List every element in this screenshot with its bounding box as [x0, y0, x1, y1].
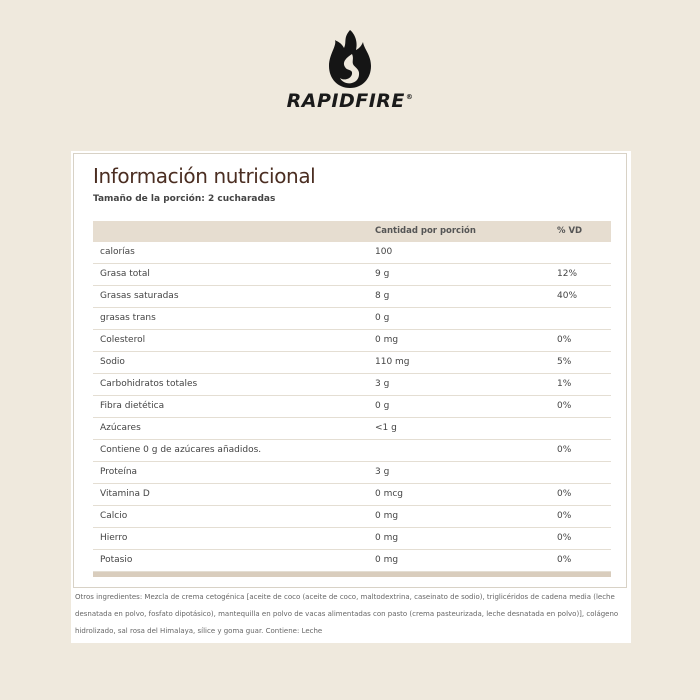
nutrient-amount: <1 g [375, 423, 397, 433]
nutrient-amount: 110 mg [375, 357, 410, 367]
flame-icon [325, 28, 375, 90]
table-row [93, 242, 611, 264]
nutrient-name: Hierro [100, 533, 128, 543]
nutrient-name: Fibra dietética [100, 401, 165, 411]
ingredients-text: Otros ingredientes: Mezcla de crema cetogénica [aceite de coco (aceite de coco, maltodextrina, caseinato de sodio), triglicéridos de cadena media (leche desnatada en polvo, fosfato dipotásico), mantequilla en polvo de vacas alimentadas con pasto (crema pasteurizada, leche desnatada en polvo)], colágeno hidrolizado, sal rosa del Himalaya, sílice y goma guar. Contiene: Leche [75, 593, 619, 635]
nutrient-dv: 1% [557, 379, 572, 389]
nutrient-amount: 100 [375, 247, 393, 257]
table-row [93, 352, 611, 374]
nutrient-dv: 0% [557, 335, 572, 345]
nutrient-name: Azúcares [100, 423, 141, 433]
table-body [93, 242, 611, 572]
nutrition-card [73, 153, 627, 588]
nutrient-dv: 0% [557, 511, 572, 521]
nutrient-amount: 3 g [375, 467, 390, 477]
table-header [93, 221, 611, 242]
table-row [93, 418, 611, 440]
nutrient-name: Vitamina D [100, 489, 150, 499]
page-title: Información nutricional [93, 164, 316, 188]
brand-logo [0, 28, 700, 112]
nutrient-name: Potasio [100, 555, 133, 565]
nutrient-name: Grasa total [100, 269, 150, 279]
table-row [93, 462, 611, 484]
header-amount: Cantidad por porción [375, 226, 476, 236]
nutrient-amount: 0 mcg [375, 489, 404, 499]
table-row [93, 286, 611, 308]
nutrient-dv: 5% [557, 357, 572, 367]
table-row [93, 396, 611, 418]
nutrient-name: Colesterol [100, 335, 146, 345]
nutrient-name: grasas trans [100, 313, 156, 323]
nutrition-table [93, 221, 611, 577]
nutrient-dv: 12% [557, 269, 578, 279]
brand-name: RAPIDFIRE® [286, 90, 414, 112]
table-row [93, 528, 611, 550]
table-row [93, 308, 611, 330]
nutrient-amount: 3 g [375, 379, 390, 389]
table-footer-bar [93, 572, 611, 577]
header-dv: % VD [557, 226, 583, 236]
nutrient-dv: 0% [557, 533, 572, 543]
nutrient-amount: 0 mg [375, 533, 399, 543]
table-row [93, 374, 611, 396]
nutrient-name: Calcio [100, 511, 128, 521]
nutrient-name: Proteína [100, 467, 138, 477]
nutrient-name: calorías [100, 247, 135, 257]
nutrient-amount: 0 mg [375, 335, 399, 345]
nutrient-amount: 8 g [375, 291, 390, 301]
table-row [93, 440, 611, 462]
nutrient-amount: 9 g [375, 269, 390, 279]
nutrition-panel [71, 151, 631, 643]
table-row [93, 264, 611, 286]
nutrient-amount: 0 g [375, 313, 390, 323]
nutrient-dv: 0% [557, 489, 572, 499]
serving-size: Tamaño de la porción: 2 cucharadas [93, 194, 276, 204]
table-row [93, 330, 611, 352]
nutrient-name: Grasas saturadas [100, 291, 179, 301]
nutrient-amount: 0 mg [375, 555, 399, 565]
nutrient-dv: 0% [557, 555, 572, 565]
table-row [93, 506, 611, 528]
nutrient-dv: 0% [557, 401, 572, 411]
nutrient-amount: 0 g [375, 401, 390, 411]
nutrient-name: Sodio [100, 357, 125, 367]
table-row [93, 550, 611, 572]
nutrient-name: Carbohidratos totales [100, 379, 198, 389]
nutrient-dv: 0% [557, 445, 572, 455]
nutrient-dv: 40% [557, 291, 578, 301]
nutrient-name: Contiene 0 g de azúcares añadidos. [100, 445, 262, 455]
nutrient-amount: 0 mg [375, 511, 399, 521]
table-row [93, 484, 611, 506]
